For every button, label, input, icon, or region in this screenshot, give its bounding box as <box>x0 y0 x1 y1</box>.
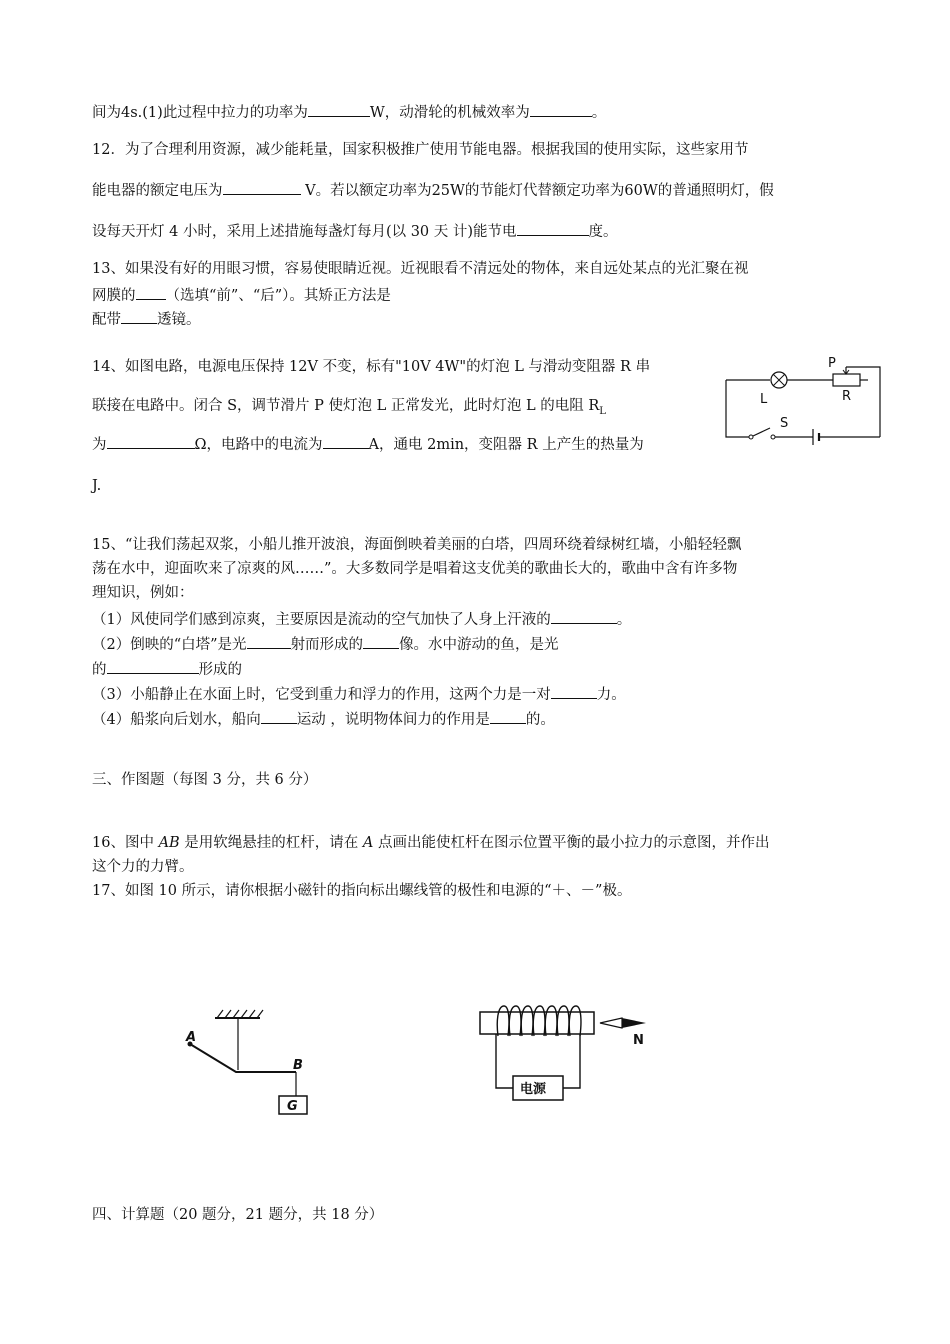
answer-blank[interactable] <box>107 433 195 449</box>
switch-icon <box>749 428 775 439</box>
battery-icon <box>813 429 819 445</box>
answer-blank[interactable] <box>551 683 597 699</box>
q16-line-1: 16、图中 AB 是用软绳悬挂的杠杆，请在 A 点画出能使杠杆在图示位置平衡的最小拉力的示意图，并作出 <box>92 835 770 851</box>
label-p: P <box>828 356 836 371</box>
answer-blank[interactable] <box>223 179 301 195</box>
rheostat-icon <box>833 374 860 386</box>
q15-line-3: 理知识，例如： <box>92 585 194 601</box>
q12-line-1: 12．为了合理利用资源，减少能耗量，国家积极推广使用节能电器。根据我国的使用实际，这些家用节 <box>92 142 749 158</box>
label-s: S <box>780 416 789 431</box>
q12-line-2: 能电器的额定电压为 V。若以额定功率为25W的节能灯代替额定功率为60W的普通照明灯，假 <box>92 179 774 201</box>
lamp-icon <box>771 372 787 388</box>
q15-sub-3: （3）小船静止在水面上时，它受到重力和浮力的作用，这两个力是一对 力。 <box>92 683 626 705</box>
q15-line-2: 荡在水中，迎面吹来了凉爽的风……”。大多数同学是唱着这支优美的歌曲长大的，歌曲中含有许多物 <box>92 561 738 577</box>
q14-line-2: 联接在电路中。闭合 S，调节滑片 P 使灯泡 L 正常发光，此时灯泡 L 的电阻 $R_L$ <box>92 398 606 417</box>
q13-line-1: 13、如果没有好的用眼习惯，容易使眼睛近视。近视眼看不清远处的物体，来自远处某点的光汇聚在视 <box>92 261 749 277</box>
solenoid-diagram <box>476 1000 656 1112</box>
q12-line-3: 设每天开灯 4 小时，采用上述措施每盏灯每月(以 30 天 计)能节电 度。 <box>92 220 618 242</box>
q15-sub-2b: 的 形成的 <box>92 658 242 680</box>
answer-blank[interactable] <box>121 308 157 324</box>
answer-blank[interactable] <box>323 433 369 449</box>
label-n: N <box>633 1033 644 1048</box>
q13-line-2: 网膜的 （选填“前”、“后”）。其矫正方法是 <box>92 284 391 306</box>
q14-line-1: 14、如图电路，电源电压保持 12V 不变，标有"10V 4W"的灯泡 L 与滑动变阻器 R 串 <box>92 359 651 375</box>
circuit-diagram <box>718 355 888 445</box>
answer-blank[interactable] <box>490 708 526 724</box>
answer-blank[interactable] <box>136 284 166 300</box>
answer-blank[interactable] <box>517 220 589 236</box>
q17-line-1: 17、如图 10 所示，请你根据小磁针的指向标出螺线管的极性和电源的“＋、－”极。 <box>92 883 632 899</box>
q15-sub-1: （1）风使同学们感到凉爽，主要原因是流动的空气加快了人身上汗液的 。 <box>92 608 631 630</box>
answer-blank[interactable] <box>308 101 370 117</box>
q14-line-3: 为 Ω，电路中的电流为 A，通电 2min，变阻器 R 上产生的热量为 <box>92 433 644 455</box>
label-a: A <box>186 1030 197 1045</box>
label-g: G <box>287 1099 298 1114</box>
answer-blank[interactable] <box>261 708 297 724</box>
q15-sub-2: （2）倒映的“白塔”是光 射而形成的 像。水中游动的鱼，是光 <box>92 633 559 655</box>
q15-sub-4: （4）船浆向后划水，船向 运动 ，说明物体间力的作用是 的。 <box>92 708 555 730</box>
q14-line-4: J. <box>92 478 102 494</box>
answer-blank[interactable] <box>530 101 592 117</box>
q11-tail-line: 间为4s.(1)此过程中拉力的功率为 W，动滑轮的机械效率为 。 <box>92 101 606 123</box>
label-r: R <box>842 389 852 404</box>
answer-blank[interactable] <box>107 658 199 674</box>
q13-line-3: 配带 透镜。 <box>92 308 201 330</box>
section-4-title: 四、计算题（20 题分，21 题分，共 18 分） <box>92 1207 384 1223</box>
label-l: L <box>760 392 768 407</box>
answer-blank[interactable] <box>247 633 291 649</box>
lever-diagram <box>180 1008 320 1116</box>
q16-line-2: 这个力的力臂。 <box>92 859 194 875</box>
label-b: B <box>293 1058 303 1073</box>
section-3-title: 三、作图题（每图 3 分，共 6 分） <box>92 772 318 788</box>
label-power: 电源 <box>520 1082 547 1097</box>
q15-line-1: 15、“让我们荡起双浆，小船儿推开波浪，海面倒映着美丽的白塔，四周环绕着绿树红墙，小船轻轻飘 <box>92 537 742 553</box>
compass-needle-icon <box>600 1018 646 1028</box>
answer-blank[interactable] <box>363 633 399 649</box>
answer-blank[interactable] <box>551 608 617 624</box>
